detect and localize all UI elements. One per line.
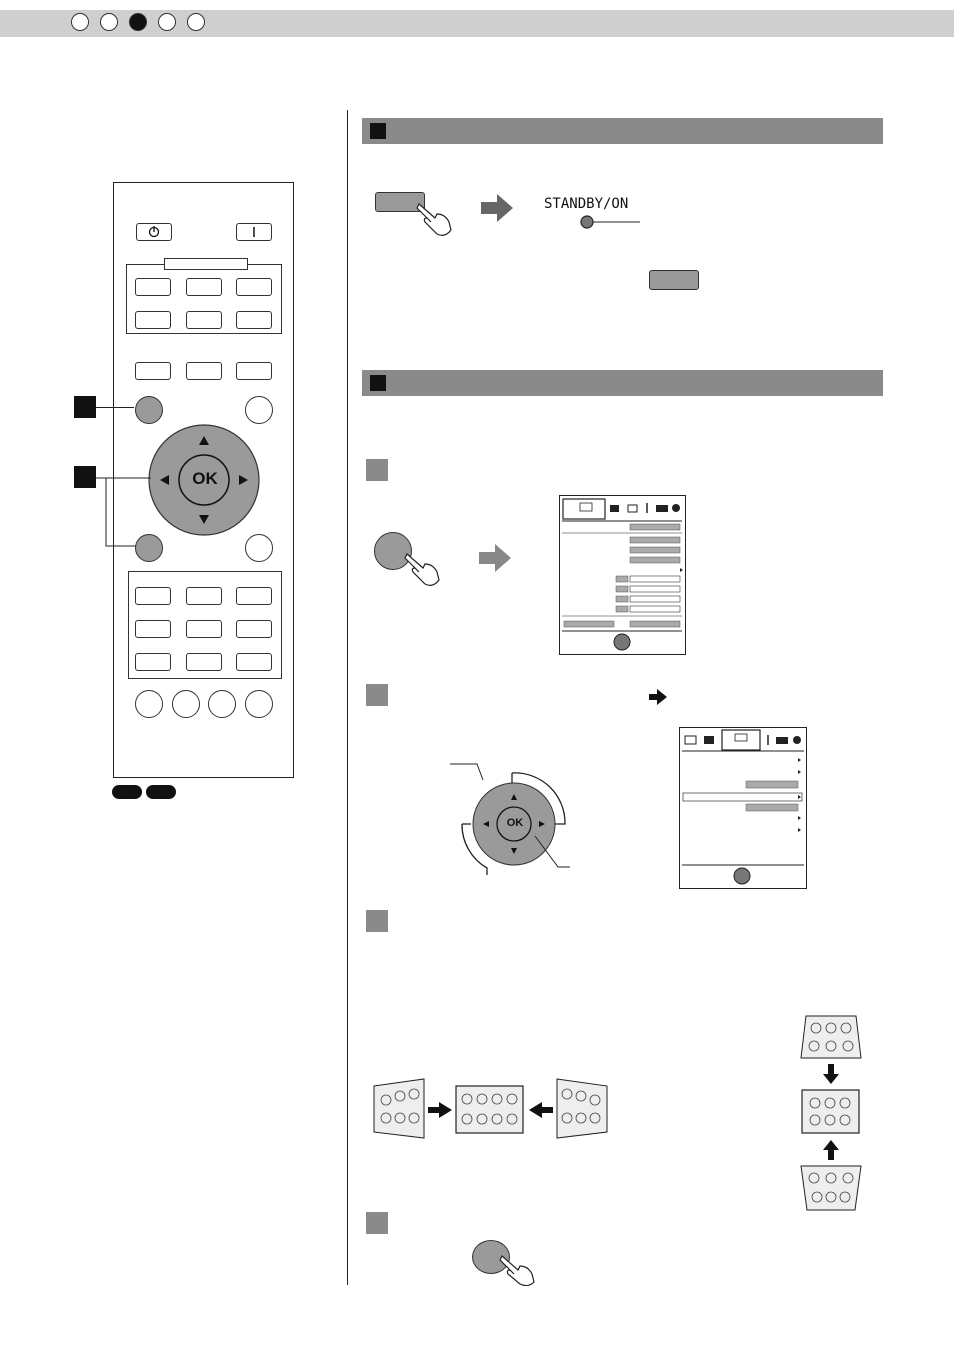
step-2-marker xyxy=(366,684,388,706)
inline-arrow-icon xyxy=(648,688,668,706)
step-indicator-1 xyxy=(71,13,89,31)
picture-button-6[interactable] xyxy=(236,620,272,638)
back-button[interactable] xyxy=(245,396,273,424)
keystone-horizontal-right xyxy=(555,1078,609,1140)
keystone-right-arrow-icon xyxy=(427,1101,453,1119)
keystone-horizontal-corrected xyxy=(455,1085,525,1135)
function-button-3[interactable] xyxy=(236,362,272,380)
picture-button-2[interactable] xyxy=(186,587,222,605)
standby-indicator-label: STANDBY/ON xyxy=(544,196,629,212)
pointing-hand-icon-2 xyxy=(403,550,445,586)
section-header-1 xyxy=(362,118,883,144)
menu-screen-picture xyxy=(559,495,686,655)
step-indicator-5 xyxy=(187,13,205,31)
menu-screen-installation xyxy=(679,727,807,889)
input-button-5[interactable] xyxy=(186,311,222,329)
step-indicator-4 xyxy=(158,13,176,31)
input-button-2[interactable] xyxy=(186,278,222,296)
on-icon xyxy=(237,224,271,240)
next-arrow-icon-2 xyxy=(477,542,513,574)
input-button-6[interactable] xyxy=(236,311,272,329)
picture-button-5[interactable] xyxy=(186,620,222,638)
callout-marker-1 xyxy=(74,396,96,418)
keystone-horizontal-left xyxy=(372,1078,426,1140)
next-arrow-icon xyxy=(479,192,515,224)
menu-button[interactable] xyxy=(135,396,163,424)
model-tag-2 xyxy=(146,785,176,799)
bottom-button-1[interactable] xyxy=(135,690,163,718)
picture-button-8[interactable] xyxy=(186,653,222,671)
keystone-vertical-bottom xyxy=(800,1164,862,1212)
input-group-label-bar xyxy=(164,258,248,270)
keystone-vertical-top xyxy=(800,1014,862,1060)
keystone-up-arrow-icon xyxy=(822,1139,840,1161)
bottom-button-3[interactable] xyxy=(208,690,236,718)
input-button-4[interactable] xyxy=(135,311,171,329)
standby-icon xyxy=(137,224,171,240)
function-button-2[interactable] xyxy=(186,362,222,380)
standby-indicator-lamp xyxy=(578,212,642,232)
pointing-hand-icon-3 xyxy=(498,1252,538,1286)
callout-line-2 xyxy=(96,470,156,550)
keystone-down-arrow-icon xyxy=(822,1063,840,1085)
info-button[interactable] xyxy=(245,534,273,562)
picture-button-1[interactable] xyxy=(135,587,171,605)
model-tag-1 xyxy=(112,785,142,799)
step-indicator-3 xyxy=(129,13,147,31)
input-button-3[interactable] xyxy=(236,278,272,296)
step-3-marker xyxy=(366,910,388,932)
on-button[interactable] xyxy=(236,223,272,241)
picture-button-4[interactable] xyxy=(135,620,171,638)
menu-screen-installation-drawing xyxy=(680,728,805,887)
picture-button-7[interactable] xyxy=(135,653,171,671)
bottom-button-4[interactable] xyxy=(245,690,273,718)
picture-button-3[interactable] xyxy=(236,587,272,605)
keystone-left-arrow-icon xyxy=(528,1101,554,1119)
bottom-button-2[interactable] xyxy=(172,690,200,718)
step-4-marker xyxy=(366,1212,388,1234)
column-divider xyxy=(347,110,348,1285)
step-indicator-2 xyxy=(100,13,118,31)
dpad-ok-label: OK xyxy=(506,817,524,829)
section-header-2 xyxy=(362,370,883,396)
input-button-1[interactable] xyxy=(135,278,171,296)
pointing-hand-icon xyxy=(415,200,455,238)
function-button-1[interactable] xyxy=(135,362,171,380)
callout-marker-2 xyxy=(74,466,96,488)
picture-button-9[interactable] xyxy=(236,653,272,671)
callout-line-1 xyxy=(96,407,134,408)
menu-screen-picture-drawing xyxy=(560,496,684,653)
step-1-marker xyxy=(366,459,388,481)
inline-button-illustration xyxy=(649,270,699,290)
standby-button[interactable] xyxy=(136,223,172,241)
ok-button-label[interactable]: OK xyxy=(192,469,218,488)
header-bar xyxy=(0,10,954,37)
keystone-vertical-corrected xyxy=(801,1089,861,1135)
